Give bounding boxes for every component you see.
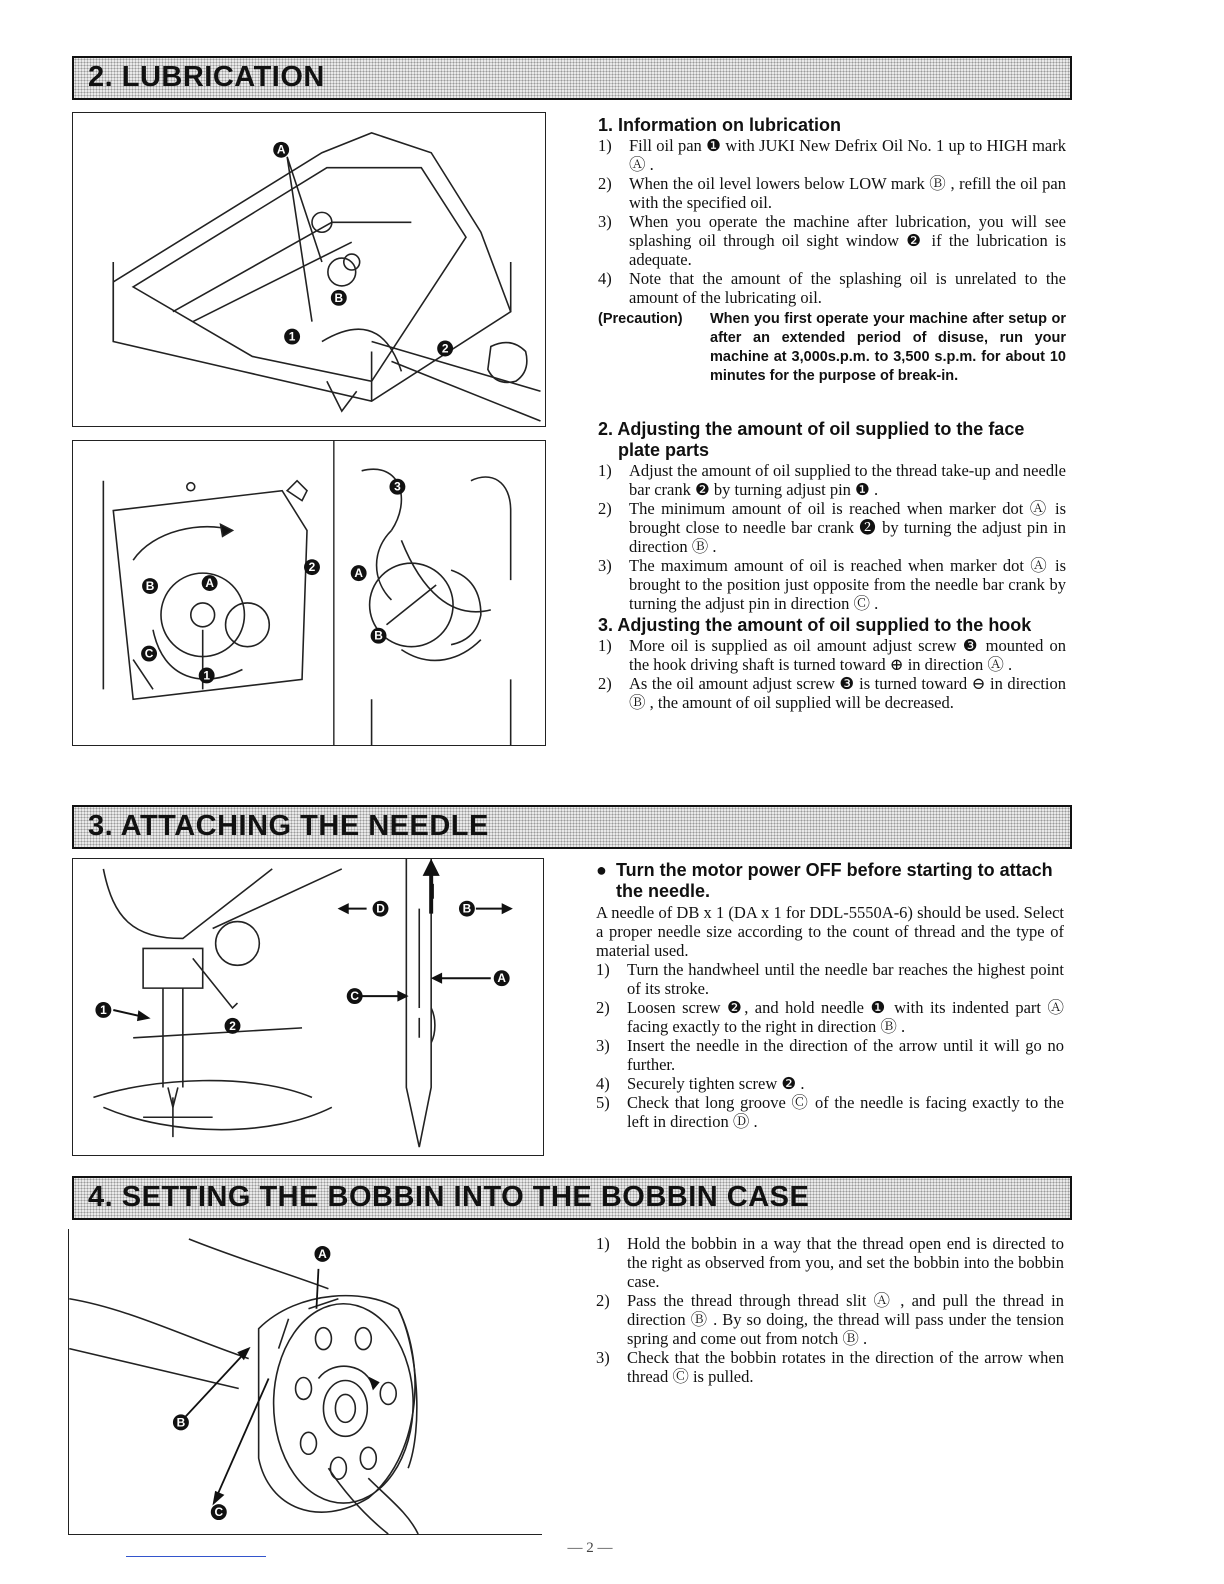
svg-text:1: 1 [288, 329, 296, 344]
svg-text:2: 2 [229, 1018, 236, 1033]
heading-hook-oil: 3. Adjusting the amount of oil supplied to the hook [598, 615, 1032, 635]
svg-text:B: B [145, 579, 155, 594]
list-item: 5) Check that long groove Ⓒ of the needle is facing exactly to the left in direction Ⓓ . [596, 1093, 1064, 1131]
list-item: 1) Adjust the amount of oil supplied to the thread take-up and needle bar crank ❷ by turning adjust pin ❶ . [598, 461, 1066, 499]
needle-arrows [113, 861, 510, 1020]
footer-rule [126, 1556, 266, 1557]
list-item: 3) Insert the needle in the direction of the arrow until it will go no further. [596, 1036, 1064, 1074]
figure-oil-pan [72, 112, 546, 427]
svg-text:A: A [318, 1246, 327, 1261]
svg-text:A: A [497, 971, 506, 986]
heading-face-plate-oil: 2. Adjusting the amount of oil supplied to the face plate parts [598, 419, 1025, 460]
face-plate-callouts [141, 559, 320, 683]
svg-text:2: 2 [308, 560, 316, 575]
svg-text:A: A [205, 576, 214, 591]
needle-intro: A needle of DB x 1 (DA x 1 for DDL-5550A-6) should be used. Select a proper needle size according to the count of thread and the type of material used. [596, 903, 1064, 960]
svg-text:1: 1 [100, 1002, 107, 1017]
svg-text:1: 1 [203, 668, 210, 683]
bobbin-illustration [69, 1229, 542, 1534]
svg-text:C: C [350, 989, 359, 1004]
svg-text:A: A [354, 566, 363, 581]
needle-illustration [73, 859, 543, 1155]
svg-text:3: 3 [394, 479, 401, 494]
svg-text:B: B [176, 1415, 186, 1430]
hook-steps [598, 636, 1066, 712]
list-item: 2) Pass the thread through thread slit Ⓐ , and pull the thread in direction Ⓑ . By so doing, the thread will pass under the tension spring and come out from notch Ⓑ . [596, 1291, 1064, 1348]
list-item: 2) As the oil amount adjust screw ❸ is turned toward ⊖ in direction Ⓑ , the amount of oil supplied will be decreased. [598, 674, 1066, 712]
svg-text:C: C [214, 1505, 224, 1520]
svg-text:D: D [376, 901, 385, 916]
bobbin-text [596, 1234, 1064, 1386]
list-item: 4) Note that the amount of the splashing oil is unrelated to the amount of the lubricating oil. [598, 269, 1066, 307]
face-plate-steps [598, 461, 1066, 613]
section-banner-lubrication: 2. LUBRICATION [72, 56, 1072, 100]
power-off-warning: ● Turn the motor power OFF before starting to attach the needle. [596, 860, 1053, 901]
section-banner-needle: 3. ATTACHING THE NEEDLE [72, 805, 1072, 849]
list-item: 1) Hold the bobbin in a way that the thread open end is directed to the right as observed from you, and set the bobbin into the bobbin case. [596, 1234, 1064, 1291]
list-item: 1) More oil is supplied as oil amount adjust screw ❸ mounted on the hook driving shaft is turned toward ⊕ in direction Ⓐ . [598, 636, 1066, 674]
svg-text:2: 2 [441, 341, 449, 356]
list-item: 1) Turn the handwheel until the needle bar reaches the highest point of its stroke. [596, 960, 1064, 998]
svg-text:B: B [374, 628, 383, 643]
needle-text [596, 860, 1064, 1131]
list-item: 1) Fill oil pan ❶ with JUKI New Defrix Oil No. 1 up to HIGH mark Ⓐ . [598, 136, 1066, 174]
figure-bobbin [68, 1229, 542, 1535]
list-item: 2) The minimum amount of oil is reached when marker dot Ⓐ is brought close to needle bar crank ❷ by turning the adjust pin in direction Ⓑ . [598, 499, 1066, 556]
list-item: 3) The maximum amount of oil is reached when marker dot Ⓐ is brought to the position just opposite from the needle bar crank by turning the adjust pin in direction Ⓒ . [598, 556, 1066, 613]
list-item: 3) Check that the bobbin rotates in the direction of the arrow when thread Ⓒ is pulled. [596, 1348, 1064, 1386]
bullet-icon: ● [596, 860, 607, 880]
list-item: 4) Securely tighten screw ❷ . [596, 1074, 805, 1093]
heading-information-on-lubrication: 1. Information on lubrication [598, 115, 841, 135]
svg-text:A: A [276, 142, 286, 157]
lubrication-text [598, 115, 1066, 712]
page-number: — 2 — [567, 1540, 613, 1556]
lubrication-steps [598, 136, 1066, 307]
precaution-note: (Precaution) When you first operate your machine after setup or after an extended period of disuse, run your machine at 3,000s.p.m. to 3,500 s.p.m. for about 10 minutes for the purpose of break-in. [598, 311, 1066, 384]
svg-text:C: C [144, 646, 154, 661]
svg-text:B: B [462, 901, 472, 916]
needle-steps [596, 960, 1064, 1131]
hook-callouts [351, 479, 406, 644]
bobbin-callouts [173, 1246, 330, 1520]
bobbin-steps [596, 1234, 1064, 1386]
figure-face-plate-and-hook [72, 440, 546, 746]
needle-callouts [95, 901, 509, 1034]
figure-needle [72, 858, 544, 1156]
list-item: 2) Loosen screw ❷, and hold needle ❶ with its indented part Ⓐ facing exactly to the right in direction Ⓑ . [596, 998, 1064, 1036]
oil-pan-illustration [73, 113, 545, 426]
svg-text:B: B [334, 290, 344, 305]
list-item: 3) When you operate the machine after lubrication, you will see splashing oil through oil sight window ❷ if the lubrication is adequate. [598, 212, 1066, 269]
section-banner-bobbin: 4. SETTING THE BOBBIN INTO THE BOBBIN CASE [72, 1176, 1072, 1220]
face-plate-illustration [73, 441, 545, 745]
list-item: 2) When the oil level lowers below LOW mark Ⓑ , refill the oil pan with the specified oil. [598, 174, 1066, 212]
